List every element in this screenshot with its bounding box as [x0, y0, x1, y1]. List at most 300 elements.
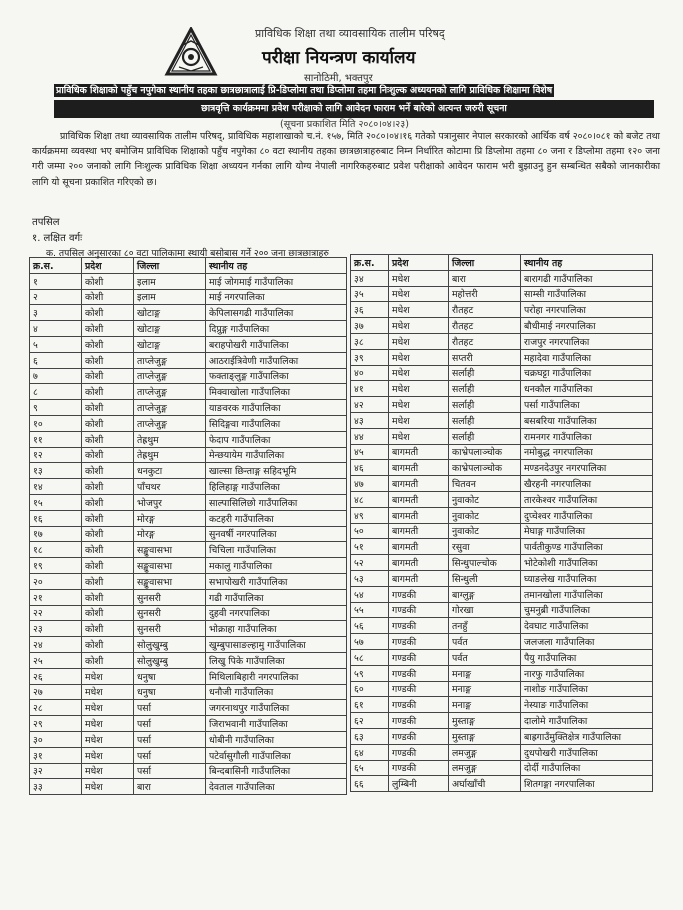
municipality-table-left [29, 257, 347, 795]
cell-district: लमजुङ्ग [449, 760, 521, 776]
cell-local-level: केपिलासगढी गाउँपालिका [206, 305, 347, 321]
table-row [351, 397, 653, 413]
table-row [30, 747, 347, 763]
cell-district: मनाङ्ग [449, 681, 521, 697]
cell-province: बागमती [389, 555, 449, 571]
cell-district: रौतहट [449, 333, 521, 349]
cell-district: पर्सा [134, 716, 206, 732]
cell-local-level: धोबीनी गाउँपालिका [206, 731, 347, 747]
header-serial: क्र.स. [30, 258, 82, 274]
cell-local-level: मेन्छयायेम गाउँपालिका [206, 447, 347, 463]
table-row [30, 621, 347, 637]
cell-province: गण्डकी [389, 618, 449, 634]
cell-serial: ३६ [351, 302, 389, 318]
cell-district: तेह्रथुम [134, 431, 206, 447]
cell-local-level: नमोबुद्ध नगरपालिका [521, 444, 653, 460]
header-province: प्रदेश [389, 255, 449, 271]
cell-serial: ६० [351, 681, 389, 697]
table-row [351, 333, 653, 349]
cell-province: गण्डकी [389, 602, 449, 618]
cell-serial: ४७ [351, 476, 389, 492]
cell-serial: ५९ [351, 665, 389, 681]
cell-serial: ११ [30, 431, 82, 447]
table-row [351, 302, 653, 318]
cell-district: मनाङ्ग [449, 665, 521, 681]
cell-local-level: राजपुर नगरपालिका [521, 333, 653, 349]
cell-district: सोलुखुम्बु [134, 652, 206, 668]
cell-province: कोशी [82, 352, 134, 368]
cell-district: सप्तरी [449, 349, 521, 365]
cell-province: बागमती [389, 539, 449, 555]
cell-province: मधेश [389, 428, 449, 444]
cell-district: इलाम [134, 289, 206, 305]
cell-serial: २१ [30, 589, 82, 605]
cell-local-level: घ्याङलेख गाउँपालिका [521, 570, 653, 586]
government-emblem-icon [163, 27, 219, 83]
cell-district: खोटाङ्ग [134, 336, 206, 352]
cell-district: पर्सा [134, 700, 206, 716]
cell-district: नुवाकोट [449, 523, 521, 539]
table-row [30, 716, 347, 732]
cell-serial: ५० [351, 523, 389, 539]
cell-serial: ५४ [351, 586, 389, 602]
cell-province: मधेश [389, 412, 449, 428]
table-row [351, 286, 653, 302]
cell-local-level: खैरहनी नगरपालिका [521, 476, 653, 492]
cell-local-level: आठराईत्रिवेणी गाउँपालिका [206, 352, 347, 368]
cell-serial: ७ [30, 368, 82, 384]
cell-serial: ३८ [351, 333, 389, 349]
cell-province: मधेश [389, 318, 449, 334]
cell-serial: ४४ [351, 428, 389, 444]
cell-local-level: तमानखोला गाउँपालिका [521, 586, 653, 602]
office-address: सानोठिमी, भक्तपुर [304, 73, 373, 84]
cell-local-level: खुम्बुपासाङल्हामु गाउँपालिका [206, 637, 347, 653]
cell-district: सङ्खुवासभा [134, 573, 206, 589]
cell-serial: ८ [30, 384, 82, 400]
table-row [351, 570, 653, 586]
table-row [351, 381, 653, 397]
cell-province: कोशी [82, 510, 134, 526]
cell-local-level: माई जोगमाई गाउँपालिका [206, 273, 347, 289]
cell-province: मधेश [82, 684, 134, 700]
table-row [30, 273, 347, 289]
cell-serial: २३ [30, 621, 82, 637]
cell-district: सिन्धुली [449, 570, 521, 586]
cell-serial: ४३ [351, 412, 389, 428]
cell-province: मधेश [82, 763, 134, 779]
cell-district: पर्सा [134, 747, 206, 763]
cell-district: अर्घाखाँची [449, 776, 521, 792]
cell-province: कोशी [82, 415, 134, 431]
cell-local-level: फक्ताङ्लुङ्ग गाउँपालिका [206, 368, 347, 384]
cell-local-level: नाशोङ गाउँपालिका [521, 681, 653, 697]
table-row [30, 526, 347, 542]
cell-district: मोरङ्ग [134, 526, 206, 542]
cell-district: ताप्लेजुङ्ग [134, 352, 206, 368]
cell-serial: ५३ [351, 570, 389, 586]
cell-province: मधेश [389, 381, 449, 397]
cell-local-level: मेघाङ्ग गाउँपालिका [521, 523, 653, 539]
cell-serial: ४२ [351, 397, 389, 413]
cell-province: बागमती [389, 523, 449, 539]
cell-province: बागमती [389, 570, 449, 586]
cell-district: मोरङ्ग [134, 510, 206, 526]
cell-district: लमजुङ्ग [449, 744, 521, 760]
cell-local-level: देवघाट गाउँपालिका [521, 618, 653, 634]
table-row [351, 776, 653, 792]
cell-province: गण्डकी [389, 697, 449, 713]
municipality-table-right [350, 254, 653, 792]
cell-serial: २७ [30, 684, 82, 700]
cell-province: कोशी [82, 542, 134, 558]
table-row [351, 602, 653, 618]
table-row [30, 779, 347, 795]
subject-line-2: छात्रवृत्ति कार्यक्रममा प्रवेश परीक्षाको लागि आवेदन फाराम भर्ने बारेको अत्यन्त जरुरी सूचना [201, 103, 507, 114]
cell-district: पर्सा [134, 731, 206, 747]
cell-local-level: चिचिला गाउँपालिका [206, 542, 347, 558]
cell-district: सर्लाही [449, 381, 521, 397]
cell-local-level: खाल्सा छिन्ताङ्ग सहिदभूमि [206, 463, 347, 479]
cell-local-level: देवताल गाउँपालिका [206, 779, 347, 795]
table-row [351, 460, 653, 476]
cell-serial: २५ [30, 652, 82, 668]
cell-serial: २६ [30, 668, 82, 684]
cell-district: भोजपुर [134, 494, 206, 510]
cell-local-level: रामनगर गाउँपालिका [521, 428, 653, 444]
cell-local-level: सुनवर्षी नगरपालिका [206, 526, 347, 542]
cell-district: इलाम [134, 273, 206, 289]
cell-serial: २४ [30, 637, 82, 653]
cell-serial: १४ [30, 479, 82, 495]
cell-district: ताप्लेजुङ्ग [134, 415, 206, 431]
cell-province: कोशी [82, 573, 134, 589]
cell-local-level: पटेर्वासुगौली गाउँपालिका [206, 747, 347, 763]
table-row [351, 476, 653, 492]
cell-district: पर्सा [134, 763, 206, 779]
cell-province: बागमती [389, 491, 449, 507]
cell-local-level: जलजला गाउँपालिका [521, 634, 653, 650]
table-row [30, 763, 347, 779]
cell-district: मुस्ताङ्ग [449, 728, 521, 744]
cell-province: कोशी [82, 368, 134, 384]
cell-district: पाँचथर [134, 479, 206, 495]
cell-province: कोशी [82, 305, 134, 321]
table-row [30, 605, 347, 621]
cell-district: सर्लाही [449, 412, 521, 428]
table-row [351, 428, 653, 444]
cell-district: मनाङ्ग [449, 697, 521, 713]
cell-district: काभ्रेपलाञ्चोक [449, 460, 521, 476]
table-row [351, 665, 653, 681]
cell-local-level: जिराभवानी गाउँपालिका [206, 716, 347, 732]
cell-local-level: जगरनाथपुर गाउँपालिका [206, 700, 347, 716]
cell-serial: २० [30, 573, 82, 589]
cell-province: कोशी [82, 621, 134, 637]
table-row [351, 681, 653, 697]
cell-local-level: धनकौल गाउँपालिका [521, 381, 653, 397]
cell-province: गण्डकी [389, 586, 449, 602]
cell-province: कोशी [82, 558, 134, 574]
cell-local-level: याङवरक गाउँपालिका [206, 400, 347, 416]
notice-subject [54, 83, 654, 118]
cell-province: मधेश [389, 365, 449, 381]
table-row [351, 697, 653, 713]
cell-local-level: मिक्वाखोला गाउँपालिका [206, 384, 347, 400]
cell-serial: २८ [30, 700, 82, 716]
table-row [351, 318, 653, 334]
header-province: प्रदेश [82, 258, 134, 274]
cell-local-level: बिन्दबासिनी गाउँपालिका [206, 763, 347, 779]
cell-province: मधेश [82, 668, 134, 684]
cell-local-level: हिलिहाङ्ग गाउँपालिका [206, 479, 347, 495]
cell-province: कोशी [82, 652, 134, 668]
table-row [30, 479, 347, 495]
cell-serial: ४१ [351, 381, 389, 397]
cell-serial: ३१ [30, 747, 82, 763]
cell-serial: १९ [30, 558, 82, 574]
cell-province: कोशी [82, 289, 134, 305]
table-row [30, 368, 347, 384]
cell-district: गोरखा [449, 602, 521, 618]
cell-serial: ५७ [351, 634, 389, 650]
cell-district: धनकुटा [134, 463, 206, 479]
cell-province: बागमती [389, 460, 449, 476]
table-row [30, 384, 347, 400]
cell-district: खोटाङ्ग [134, 305, 206, 321]
office-title: परीक्षा नियन्त्रण कार्यालय [262, 48, 416, 68]
cell-province: कोशी [82, 336, 134, 352]
table-row [351, 349, 653, 365]
cell-province: कोशी [82, 637, 134, 653]
cell-local-level: महादेवा गाउँपालिका [521, 349, 653, 365]
cell-province: कोशी [82, 384, 134, 400]
cell-serial: १६ [30, 510, 82, 526]
cell-serial: ६४ [351, 744, 389, 760]
cell-local-level: भोक्राहा गाउँपालिका [206, 621, 347, 637]
cell-province: मधेश [389, 349, 449, 365]
cell-province: बागमती [389, 507, 449, 523]
table-row [351, 491, 653, 507]
cell-serial: ४६ [351, 460, 389, 476]
cell-province: मधेश [389, 270, 449, 286]
cell-local-level: दालोमे गाउँपालिका [521, 713, 653, 729]
cell-province: गण्डकी [389, 649, 449, 665]
cell-local-level: मकालु गाउँपालिका [206, 558, 347, 574]
table-row [351, 760, 653, 776]
cell-serial: ६५ [351, 760, 389, 776]
cell-serial: ६ [30, 352, 82, 368]
table-row [30, 289, 347, 305]
cell-province: गण्डकी [389, 681, 449, 697]
table-row [351, 523, 653, 539]
table-row [351, 713, 653, 729]
table-row [30, 400, 347, 416]
header-district: जिल्ला [449, 255, 521, 271]
cell-province: कोशी [82, 273, 134, 289]
cell-serial: ४० [351, 365, 389, 381]
table-row [30, 684, 347, 700]
cell-district: रौतहट [449, 318, 521, 334]
table-row [30, 668, 347, 684]
cell-local-level: फेदाप गाउँपालिका [206, 431, 347, 447]
cell-province: गण्डकी [389, 665, 449, 681]
cell-serial: ९ [30, 400, 82, 416]
table-row [30, 447, 347, 463]
cell-province: मधेश [82, 700, 134, 716]
table-row [30, 305, 347, 321]
cell-serial: ३९ [351, 349, 389, 365]
cell-local-level: बाह्रगाउँमुक्तिक्षेत्र गाउँपालिका [521, 728, 653, 744]
cell-serial: ६३ [351, 728, 389, 744]
cell-district: धनुषा [134, 668, 206, 684]
cell-local-level: बसबरिया गाउँपालिका [521, 412, 653, 428]
cell-district: पर्वत [449, 634, 521, 650]
cell-serial: ६६ [351, 776, 389, 792]
table-row [30, 494, 347, 510]
cell-district: सङ्खुवासभा [134, 558, 206, 574]
cell-district: ताप्लेजुङ्ग [134, 368, 206, 384]
table-row [351, 365, 653, 381]
cell-province: गण्डकी [389, 713, 449, 729]
cell-local-level: बराहपोखरी गाउँपालिका [206, 336, 347, 352]
cell-province: गण्डकी [389, 728, 449, 744]
cell-province: लुम्बिनी [389, 776, 449, 792]
cell-district: पर्वत [449, 649, 521, 665]
cell-serial: ६१ [351, 697, 389, 713]
table-row [351, 728, 653, 744]
cell-local-level: परोहा नगरपालिका [521, 302, 653, 318]
cell-province: मधेश [82, 779, 134, 795]
cell-province: मधेश [82, 731, 134, 747]
cell-serial: ४ [30, 321, 82, 337]
table-row [351, 634, 653, 650]
org-name: प्राविधिक शिक्षा तथा व्यावसायिक तालीम परिषद् [255, 27, 445, 40]
cell-serial: ३ [30, 305, 82, 321]
cell-province: कोशी [82, 447, 134, 463]
table-row [30, 573, 347, 589]
cell-serial: ५५ [351, 602, 389, 618]
header-district: जिल्ला [134, 258, 206, 274]
cell-district: नुवाकोट [449, 491, 521, 507]
cell-province: कोशी [82, 526, 134, 542]
section-target-description: क. तपसिल अनुसारका ८० वटा पालिकामा स्थायी बसोबास गर्ने २०० जना छात्रछात्राहरु [46, 248, 329, 259]
cell-province: मधेश [389, 397, 449, 413]
cell-serial: १७ [30, 526, 82, 542]
cell-province: कोशी [82, 400, 134, 416]
cell-district: तनहुँ [449, 618, 521, 634]
cell-local-level: दुहवी नगरपालिका [206, 605, 347, 621]
cell-province: मधेश [389, 302, 449, 318]
table-row [351, 744, 653, 760]
cell-serial: ३४ [351, 270, 389, 286]
cell-local-level: पार्वतीकुण्ड गाउँपालिका [521, 539, 653, 555]
subject-line-1: प्राविधिक शिक्षाको पहुँच नपुगेका स्थानीय तहका छात्रछात्रालाई प्रि-डिप्लोमा तथा डिप्लोमा तहमा निःशुल्क अध्ययनको लागि प्राविधिक शिक्षामा विशेष [56, 85, 553, 96]
cell-serial: ४८ [351, 491, 389, 507]
table-row [351, 618, 653, 634]
cell-local-level: दुधपोखरी गाउँपालिका [521, 744, 653, 760]
cell-serial: १२ [30, 447, 82, 463]
cell-serial: ५ [30, 336, 82, 352]
cell-district: तेह्रथुम [134, 447, 206, 463]
header-serial: क्र.स. [351, 255, 389, 271]
cell-serial: १० [30, 415, 82, 431]
cell-local-level: बौधीमाई नगरपालिका [521, 318, 653, 334]
cell-province: मधेश [389, 286, 449, 302]
table-header-row [351, 255, 653, 271]
cell-serial: २ [30, 289, 82, 305]
cell-district: धनुषा [134, 684, 206, 700]
cell-local-level: पैयु गाउँपालिका [521, 649, 653, 665]
table-row [30, 589, 347, 605]
cell-district: सिन्धुपाल्चोक [449, 555, 521, 571]
cell-local-level: पर्सा गाउँपालिका [521, 397, 653, 413]
table-row [351, 539, 653, 555]
cell-province: कोशी [82, 589, 134, 605]
table-row [30, 431, 347, 447]
cell-local-level: चुमनुब्री गाउँपालिका [521, 602, 653, 618]
cell-province: बागमती [389, 476, 449, 492]
table-row [351, 412, 653, 428]
cell-district: रौतहट [449, 302, 521, 318]
cell-local-level: चक्रघट्टा गाउँपालिका [521, 365, 653, 381]
table-row [30, 542, 347, 558]
schedule-heading: तपसिल [32, 217, 60, 228]
cell-district: बारा [449, 270, 521, 286]
cell-province: कोशी [82, 463, 134, 479]
cell-district: ताप्लेजुङ्ग [134, 384, 206, 400]
cell-serial: ५१ [351, 539, 389, 555]
cell-district: महोत्तरी [449, 286, 521, 302]
cell-local-level: गढी गाउँपालिका [206, 589, 347, 605]
cell-local-level: बारागढी गाउँपालिका [521, 270, 653, 286]
cell-serial: १ [30, 273, 82, 289]
cell-serial: ३५ [351, 286, 389, 302]
table-row [30, 731, 347, 747]
cell-serial: ३२ [30, 763, 82, 779]
cell-local-level: लिखु पिके गाउँपालिका [206, 652, 347, 668]
cell-serial: ४५ [351, 444, 389, 460]
cell-province: कोशी [82, 321, 134, 337]
cell-district: सर्लाही [449, 365, 521, 381]
cell-local-level: मिथिलाबिहारी नगरपालिका [206, 668, 347, 684]
table-row [351, 649, 653, 665]
table-row [30, 463, 347, 479]
cell-district: खोटाङ्ग [134, 321, 206, 337]
cell-district: बारा [134, 779, 206, 795]
cell-district: काभ्रेपलाञ्चोक [449, 444, 521, 460]
cell-local-level: मण्डनदेउपुर नगरपालिका [521, 460, 653, 476]
cell-serial: २२ [30, 605, 82, 621]
cell-serial: ५२ [351, 555, 389, 571]
table-row [351, 444, 653, 460]
cell-local-level: दोर्दी गाउँपालिका [521, 760, 653, 776]
cell-serial: १८ [30, 542, 82, 558]
table-row [30, 336, 347, 352]
notice-paragraph: प्राविधिक शिक्षा तथा व्यावसायिक तालीम परिषद्, प्राविधिक महाशाखाको च.नं. १५७, मिति २०८०।०४।१६ गतेको पत्रानुसार नेपाल सरकारको आर्थिक वर्ष २०८०।०८१ को बजेट तथा कार्यक्रममा व्यवस्था भए बमोजिम प्राविधिक शिक्षाको पहुँच नपुगेका ८० वटा स्थानीय तहका छात्रछात्राहरुबाट निम्न निर्धारित कोटामा प्रि डिप्लोमा तहमा ८० जना र डिप्लोमा तहमा १२० जना गरी जम्मा २०० जनाको लागि निःशुल्क प्राविधिक शिक्षा अध्ययन गर्नका लागि योग्य नेपाली नागरिकहरुबाट प्रवेश परीक्षाको आवेदन फाराम भरी बुझाउनु हुन सम्बन्धित सबैको जानकारीका लागि यो सूचना प्रकाशित गरिएको छ। [32, 131, 660, 188]
cell-district: मुस्ताङ्ग [449, 713, 521, 729]
cell-local-level: नेस्याङ गाउँपालिका [521, 697, 653, 713]
table-row [30, 415, 347, 431]
cell-local-level: सिदिङ्गवा गाउँपालिका [206, 415, 347, 431]
cell-district: बाग्लुङ्ग [449, 586, 521, 602]
cell-province: गण्डकी [389, 760, 449, 776]
cell-province: गण्डकी [389, 744, 449, 760]
cell-district: ताप्लेजुङ्ग [134, 400, 206, 416]
table-header-row [30, 258, 347, 274]
cell-district: सर्लाही [449, 397, 521, 413]
table-row [351, 555, 653, 571]
